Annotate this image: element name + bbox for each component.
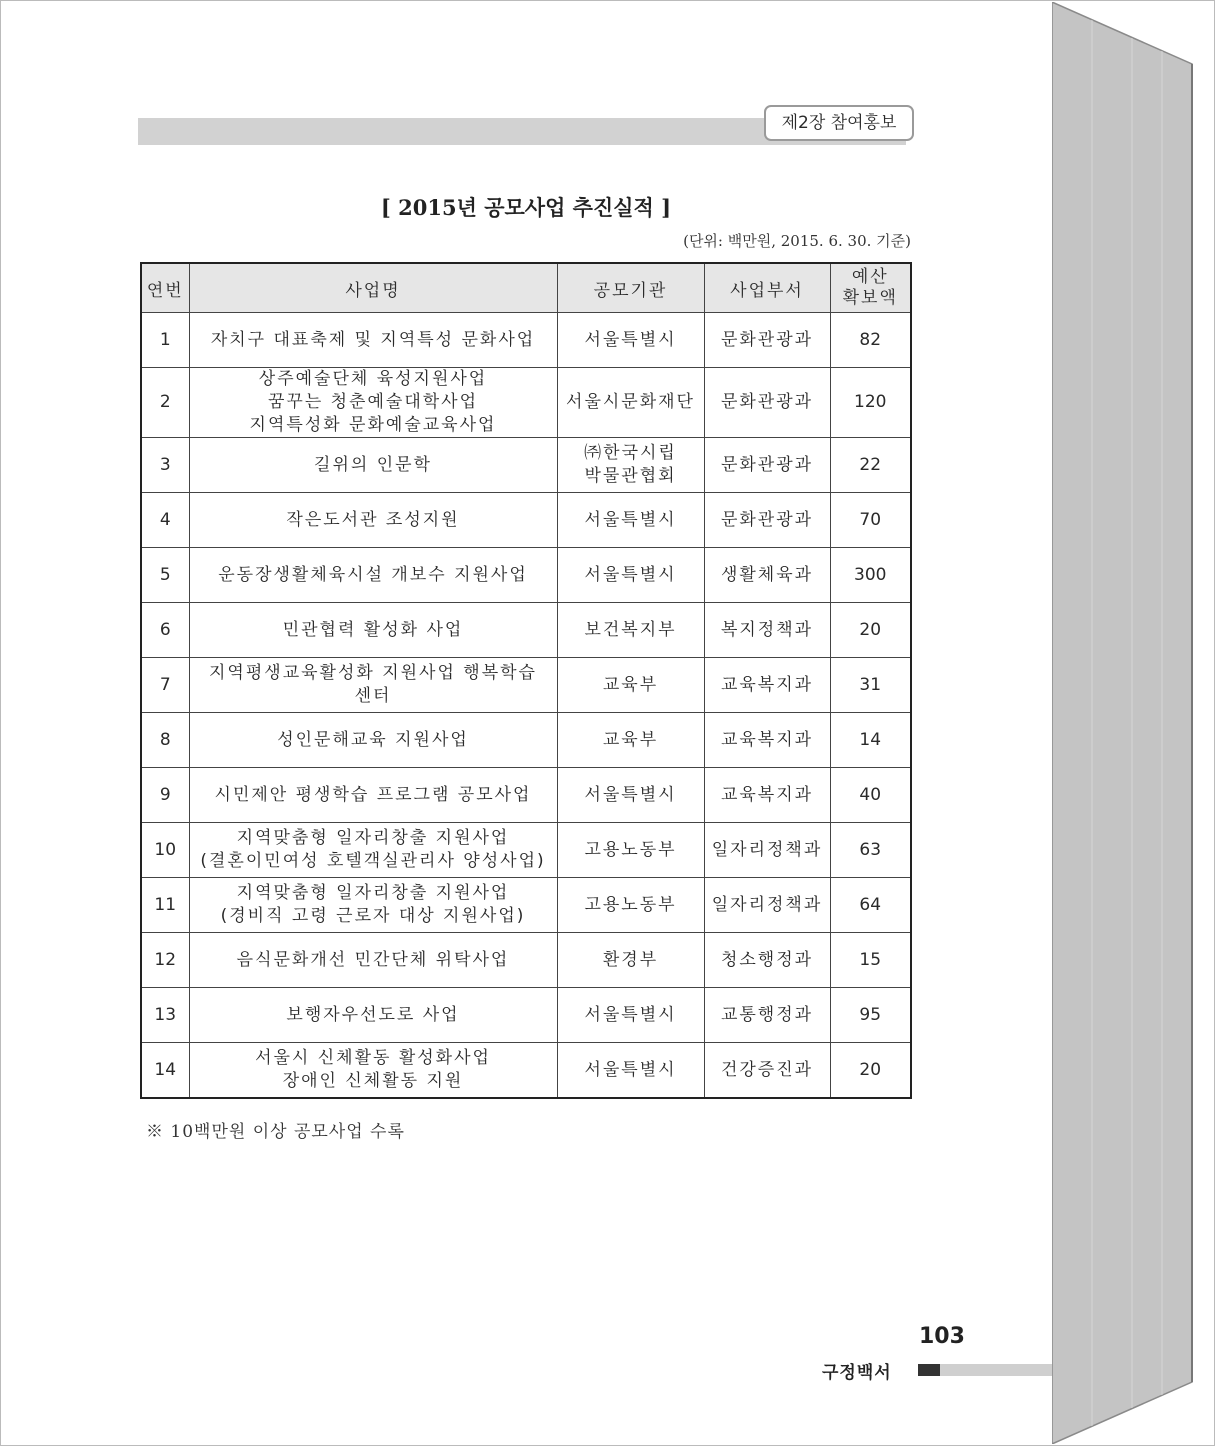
header-budget-line1: 예산	[851, 267, 889, 287]
project-line: 서울시 신체활동 활성화사업	[255, 1048, 491, 1068]
cell-project	[189, 603, 557, 658]
agency-line: 교육부	[602, 729, 659, 750]
cell-agency	[557, 368, 704, 438]
cell-dept: 교육복지과	[704, 713, 830, 768]
cell-project	[189, 548, 557, 603]
cell-agency	[557, 823, 704, 878]
project-table	[140, 262, 912, 1099]
cell-dept: 문화관광과	[704, 438, 830, 493]
project-line: 음식문화개선 민간단체 위탁사업	[236, 949, 510, 970]
cell-no: 2	[141, 368, 189, 438]
agency-line: 서울특별시	[584, 1004, 677, 1025]
project-line: 보행자우선도로 사업	[286, 1004, 460, 1025]
table-row	[141, 368, 911, 438]
header-agency: 공모기관	[557, 263, 704, 313]
cell-no: 8	[141, 713, 189, 768]
table-row	[141, 878, 911, 933]
cell-no: 14	[141, 1043, 189, 1099]
cell-budget: 95	[830, 988, 911, 1043]
cell-agency	[557, 933, 704, 988]
cell-project	[189, 713, 557, 768]
project-line: 지역맞춤형 일자리창출 지원사업	[236, 828, 510, 848]
table-row	[141, 713, 911, 768]
cell-dept: 복지정책과	[704, 603, 830, 658]
cell-project	[189, 933, 557, 988]
cell-budget: 14	[830, 713, 911, 768]
project-line: 길위의 인문학	[314, 454, 432, 475]
book-title: 구정백서	[822, 1363, 892, 1383]
table-title: [ 2015년 공모사업 추진실적 ]	[380, 195, 672, 220]
cell-budget: 20	[830, 603, 911, 658]
cell-dept: 문화관광과	[704, 313, 830, 368]
project-line: (경비직 고령 근로자 대상 지원사업)	[220, 906, 526, 926]
agency-line: 서울특별시	[584, 1059, 677, 1080]
book-page-edge	[1052, 2, 1212, 1444]
header-project: 사업명	[189, 263, 557, 313]
cell-dept: 생활체육과	[704, 548, 830, 603]
agency-line: 환경부	[602, 949, 659, 970]
table-header-row	[141, 263, 911, 313]
cell-budget: 63	[830, 823, 911, 878]
cell-no: 9	[141, 768, 189, 823]
cell-project	[189, 1043, 557, 1099]
cell-dept: 건강증진과	[704, 1043, 830, 1099]
project-line: 지역평생교육활성화 지원사업 행복학습	[209, 663, 537, 683]
cell-no: 4	[141, 493, 189, 548]
table-row	[141, 493, 911, 548]
table-row	[141, 768, 911, 823]
agency-line: 박물관협회	[584, 466, 677, 486]
cell-project	[189, 368, 557, 438]
project-line: 민관협력 활성화 사업	[282, 619, 464, 640]
cell-dept: 문화관광과	[704, 493, 830, 548]
cell-no: 1	[141, 313, 189, 368]
cell-dept: 교통행정과	[704, 988, 830, 1043]
cell-dept: 일자리정책과	[704, 823, 830, 878]
cell-agency	[557, 658, 704, 713]
cell-budget: 20	[830, 1043, 911, 1099]
cell-budget: 64	[830, 878, 911, 933]
agency-line: 보건복지부	[584, 619, 677, 640]
cell-agency	[557, 493, 704, 548]
table-row	[141, 1043, 911, 1099]
cell-agency	[557, 878, 704, 933]
project-line: 상주예술단체 육성지원사업	[258, 369, 488, 389]
cell-no: 6	[141, 603, 189, 658]
table-row	[141, 548, 911, 603]
cell-dept: 청소행정과	[704, 933, 830, 988]
table-row	[141, 603, 911, 658]
header-no: 연번	[141, 263, 189, 313]
header-budget-line2: 확보액	[842, 288, 898, 308]
cell-dept: 교육복지과	[704, 658, 830, 713]
footnote: ※ 10백만원 이상 공모사업 수록	[146, 1122, 405, 1142]
cell-no: 3	[141, 438, 189, 493]
project-line: 장애인 신체활동 지원	[282, 1071, 464, 1091]
cell-budget: 31	[830, 658, 911, 713]
agency-line: 서울특별시	[584, 784, 677, 805]
project-line: 작은도서관 조성지원	[286, 509, 460, 530]
table-row	[141, 988, 911, 1043]
table-row	[141, 823, 911, 878]
cell-agency	[557, 548, 704, 603]
unit-note: (단위: 백만원, 2015. 6. 30. 기준)	[683, 232, 911, 250]
agency-line: 교육부	[602, 674, 659, 695]
cell-agency	[557, 1043, 704, 1099]
agency-line: ㈜한국시립	[584, 443, 677, 463]
agency-line: 서울특별시	[584, 564, 677, 585]
project-line: 자치구 대표축제 및 지역특성 문화사업	[210, 329, 536, 350]
cell-agency	[557, 603, 704, 658]
cell-budget: 82	[830, 313, 911, 368]
cell-budget: 22	[830, 438, 911, 493]
header-budget	[830, 263, 911, 313]
cell-no: 7	[141, 658, 189, 713]
cell-no: 5	[141, 548, 189, 603]
footer-bar-accent	[918, 1364, 940, 1376]
cell-project	[189, 438, 557, 493]
cell-dept: 교육복지과	[704, 768, 830, 823]
cell-no: 13	[141, 988, 189, 1043]
project-line: 시민제안 평생학습 프로그램 공모사업	[214, 784, 532, 805]
cell-agency	[557, 988, 704, 1043]
cell-project	[189, 988, 557, 1043]
agency-line: 서울특별시	[584, 329, 677, 350]
project-line: (결혼이민여성 호텔객실관리사 양성사업)	[200, 851, 546, 871]
project-line: 센터	[354, 686, 392, 706]
cell-project	[189, 658, 557, 713]
cell-budget: 15	[830, 933, 911, 988]
chapter-tab: 제2장 참여홍보	[764, 105, 914, 141]
cell-project	[189, 878, 557, 933]
table-row	[141, 658, 911, 713]
cell-agency	[557, 438, 704, 493]
cell-agency	[557, 768, 704, 823]
project-line: 꿈꾸는 청춘예술대학사업	[267, 392, 479, 412]
project-line: 운동장생활체육시설 개보수 지원사업	[218, 564, 528, 585]
agency-line: 서울시문화재단	[566, 392, 695, 412]
cell-no: 10	[141, 823, 189, 878]
cell-budget: 120	[830, 368, 911, 438]
table-body	[141, 313, 911, 1099]
table-row	[141, 313, 911, 368]
header-dept: 사업부서	[704, 263, 830, 313]
cell-dept: 문화관광과	[704, 368, 830, 438]
agency-line: 고용노동부	[584, 894, 677, 915]
agency-line: 고용노동부	[584, 839, 677, 860]
cell-agency	[557, 713, 704, 768]
page-number: 103	[919, 1324, 965, 1349]
cell-project	[189, 493, 557, 548]
project-line: 성인문해교육 지원사업	[277, 729, 469, 750]
cell-budget: 70	[830, 493, 911, 548]
cell-project	[189, 823, 557, 878]
agency-line: 서울특별시	[584, 509, 677, 530]
footer-bar	[940, 1364, 1052, 1376]
cell-no: 12	[141, 933, 189, 988]
project-line: 지역특성화 문화예술교육사업	[249, 415, 497, 435]
cell-project	[189, 313, 557, 368]
table-row	[141, 933, 911, 988]
cell-budget: 300	[830, 548, 911, 603]
table-row	[141, 438, 911, 493]
cell-dept: 일자리정책과	[704, 878, 830, 933]
project-line: 지역맞춤형 일자리창출 지원사업	[236, 883, 510, 903]
cell-budget: 40	[830, 768, 911, 823]
cell-no: 11	[141, 878, 189, 933]
cell-agency	[557, 313, 704, 368]
cell-project	[189, 768, 557, 823]
